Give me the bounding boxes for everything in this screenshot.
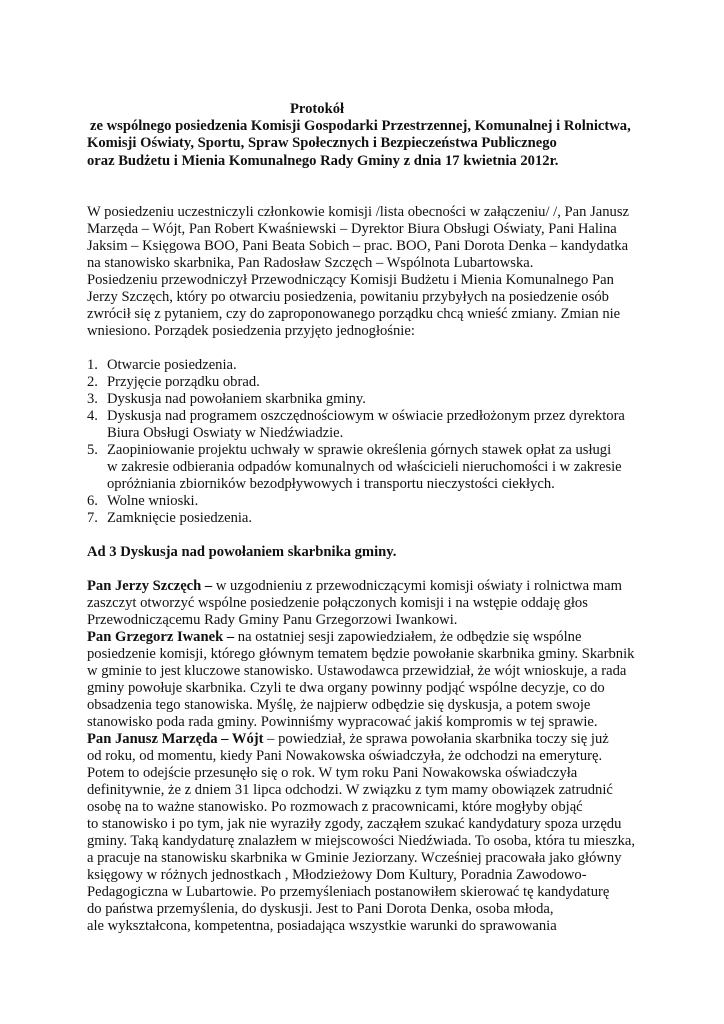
discussion-line: osobę na to ważne stanowisko. Po rozmowach z pracownicami, które mogłyby objąć <box>87 799 583 815</box>
discussion-line: gminy powołuje skarbnika. Czyli te dwa organy powinny podjąć wspólne decyzje, co do <box>87 680 605 696</box>
discussion-line: posiedzenie komisji, którego głównym tematem będzie powołanie skarbnika gminy. Skarbnik <box>87 646 635 662</box>
intro-line: wniesiono. Porządek posiedzenia przyjęto jednogłośnie: <box>87 323 415 339</box>
discussion-line: Przewodniczącemu Rady Gminy Panu Grzegorzowi Iwankowi. <box>87 612 458 628</box>
agenda-number: 6. <box>87 493 98 509</box>
agenda-number: 7. <box>87 510 98 526</box>
discussion-line <box>87 629 581 646</box>
discussion-line: w gminie to jest kluczowe stanowisko. Ustawodawca przewidział, że wójt wnioskuje, a rada <box>87 663 627 679</box>
discussion-line: stanowisko poda rada gminy. Powinniśmy wypracować jakiś kompromis w tej sprawie. <box>87 714 598 730</box>
speaker-name: Pan Jerzy Szczęch – <box>87 578 213 594</box>
discussion-line: obsadzenia tego stanowiska. Myślę, że najpierw odbędzie się dyskusja, a potem swoje <box>87 697 591 713</box>
discussion-line: to stanowisko i po tym, jak nie wyraziły zgody, zacząłem szukać kandydatury spoza urzędu <box>87 816 622 832</box>
discussion-line: księgowy w różnych jednostkach , Młodzieżowy Dom Kultury, Poradnia Zawodowo- <box>87 867 587 883</box>
document-subtitle-line-2: Komisji Oświaty, Sportu, Spraw Społecznych i Bezpieczeństwa Publicznego <box>87 135 557 151</box>
agenda-item: Dyskusja nad programem oszczędnościowym w oświacie przedłożonym przez dyrektora <box>107 408 625 424</box>
intro-line: W posiedzeniu uczestniczyli członkowie komisji /lista obecności w załączeniu/ /, Pan Janusz <box>87 204 629 220</box>
speaker-name: Pan Grzegorz Iwanek – <box>87 629 235 645</box>
intro-line: na stanowisko skarbnika, Pan Radosław Szczęch – Wspólnota Lubartowska. <box>87 255 534 271</box>
agenda-number: 4. <box>87 408 98 424</box>
agenda-number: 5. <box>87 442 98 458</box>
speech-text: na ostatniej sesji zapowiedziałem, że odbędzie się wspólne <box>234 629 582 645</box>
intro-line: zwrócił się z pytaniem, czy do zaproponowanego porządku chcą wnieść zmiany. Zmian nie <box>87 306 621 322</box>
document-subtitle-line-1: ze wspólnego posiedzenia Komisji Gospodarki Przestrzennej, Komunalnej i Rolnictwa, <box>90 118 631 134</box>
discussion-line: Pedagogiczna w Lubartowie. Po przemyśleniach postanowiłem skierować tę kandydaturę <box>87 884 610 900</box>
speech-text: w uzgodnieniu z przewodniczącymi komisji oświaty i rolnictwa mam <box>212 578 622 594</box>
agenda-item: Zamknięcie posiedzenia. <box>107 510 253 526</box>
discussion-line: gminy. Taką kandydaturę znalazłem w miejscowości Niedźwiada. To osoba, która tu mieszka, <box>87 833 636 849</box>
discussion-line: do państwa przemyślenia, do dyskusji. Jest to Pani Dorota Denka, osoba młoda, <box>87 901 554 917</box>
agenda-number: 1. <box>87 357 98 373</box>
discussion-line: Potem to odejście przesunęło się o rok. W tym roku Pani Nowakowska oświadczyła <box>87 765 578 781</box>
speaker-name: Pan Janusz Marzęda – Wójt <box>87 731 264 747</box>
agenda-number: 2. <box>87 374 98 390</box>
agenda-item-continuation: w zakresie odbierania odpadów komunalnych od właścicieli nieruchomości i w zakresie <box>107 459 622 475</box>
agenda-item: Otwarcie posiedzenia. <box>107 357 237 373</box>
discussion-line: od roku, od momentu, kiedy Pani Nowakowska oświadczyła, że odchodzi na emeryturę. <box>87 748 603 764</box>
speech-text: – powiedział, że sprawa powołania skarbnika toczy się już <box>263 731 609 747</box>
intro-line: Marzęda – Wójt, Pan Robert Kwaśniewski – Dyrektor Biura Obsługi Oświaty, Pani Halina <box>87 221 617 237</box>
section-heading: Ad 3 Dyskusja nad powołaniem skarbnika gminy. <box>87 544 397 560</box>
agenda-item: Przyjęcie porządku obrad. <box>107 374 260 390</box>
discussion-line <box>87 731 609 748</box>
discussion-line: zaszczyt otworzyć wspólne posiedzenie połączonych komisji i na wstępie oddaję głos <box>87 595 588 611</box>
document-subtitle-line-3: oraz Budżetu i Mienia Komunalnego Rady Gminy z dnia 17 kwietnia 2012r. <box>87 153 559 169</box>
agenda-item-continuation: opróżniania zbiorników bezodpływowych i transportu nieczystości ciekłych. <box>107 476 555 492</box>
document-title: Protokół <box>290 101 345 117</box>
discussion-line: definitywnie, że z dniem 31 lipca odchodzi. W związku z tym mamy obowiązek zatrudnić <box>87 782 613 798</box>
discussion-line <box>87 578 622 595</box>
intro-line: Jaksim – Księgowa BOO, Pani Beata Sobich – prac. BOO, Pani Dorota Denka – kandydatka <box>87 238 629 254</box>
agenda-item: Zaopiniowanie projektu uchwały w sprawie określenia górnych stawek opłat za usługi <box>107 442 612 458</box>
agenda-item: Dyskusja nad powołaniem skarbnika gminy. <box>107 391 366 407</box>
agenda-item: Wolne wnioski. <box>107 493 199 509</box>
intro-line: Posiedzeniu przewodniczył Przewodniczący Komisji Budżetu i Mienia Komunalnego Pan <box>87 272 614 288</box>
intro-line: Jerzy Szczęch, który po otwarciu posiedzenia, powitaniu przybyłych na posiedzenie osób <box>87 289 609 305</box>
agenda-number: 3. <box>87 391 98 407</box>
discussion-line: a pracuje na stanowisku skarbnika w Gminie Jeziorzany. Wcześniej pracowała jako główny <box>87 850 622 866</box>
discussion-line: ale wykształcona, kompetentna, posiadająca wszystkie warunki do sprawowania <box>87 918 557 934</box>
agenda-item-continuation: Biura Obsługi Oswiaty w Niedźwiadzie. <box>107 425 344 441</box>
